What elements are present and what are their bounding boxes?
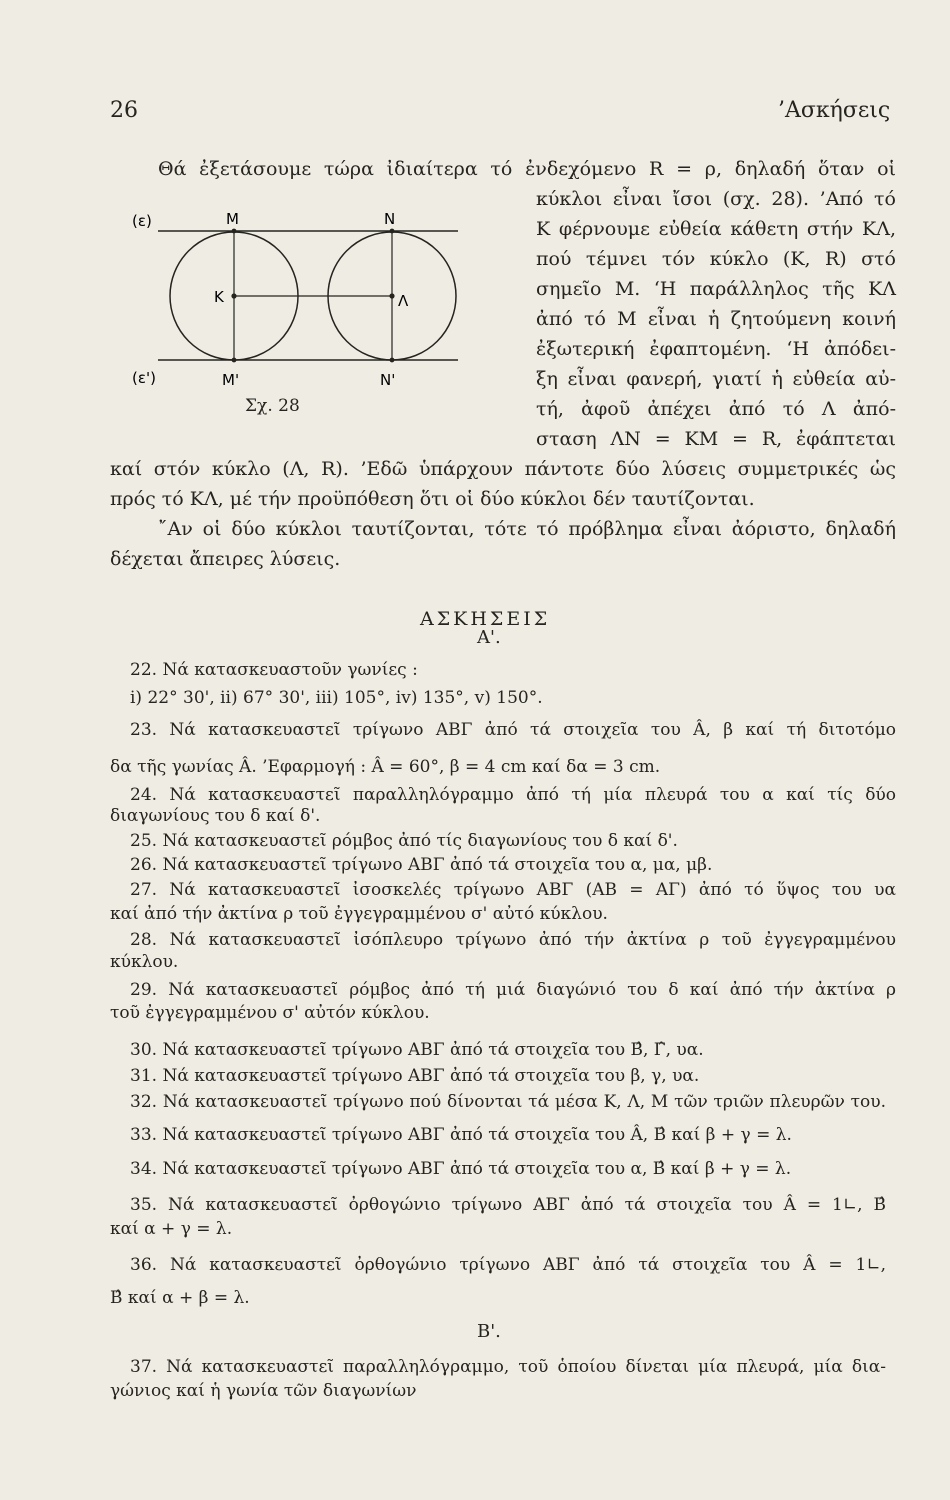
- exercise-line: 24. Νά κατασκευαστεῖ παραλληλόγραμμο ἀπό τή μία πλευρά του α καί τίς δύο: [130, 785, 896, 805]
- exercise-line: 25. Νά κατασκευαστεῖ ρόμβος ἀπό τίς διαγωνίους του δ καί δ'.: [130, 831, 678, 851]
- label-m: Μ: [226, 210, 239, 228]
- exercise-line: 28. Νά κατασκευαστεῖ ἰσόπλευρο τρίγωνο ἀπό τήν ἀκτίνα ρ τοῦ ἐγγεγραμμένου: [130, 930, 896, 950]
- label-n: Ν: [384, 210, 396, 228]
- figure-caption: Σχ. 28: [245, 396, 300, 416]
- intro-line: ῎Αν οἱ δύο κύκλοι ταυτίζονται, τότε τό πρόβλημα εἶναι ἀόριστο, δηλαδή: [158, 518, 896, 540]
- running-title: ’Ασκήσεις: [778, 98, 891, 123]
- intro-line: Θά ἐξετάσουμε τώρα ἰδιαίτερα τό ἐνδεχόμενο R = ρ, δηλαδή ὅταν οἱ: [158, 158, 896, 180]
- exercise-line: 23. Νά κατασκευαστεῖ τρίγωνο ΑΒΓ ἀπό τά στοιχεῖα του Â, β καί τή διτοτόμο: [130, 720, 896, 740]
- exercise-line: τοῦ ἐγγεγραμμένου σ' αὐτόν κύκλου.: [110, 1003, 430, 1023]
- exercise-line: 37. Νά κατασκευαστεῖ παραλληλόγραμμο, τοῦ ὁποίου δίνεται μία πλευρά, μία δια-: [130, 1357, 886, 1377]
- label-e: (ε): [132, 212, 152, 230]
- exercise-line: 22. Νά κατασκευαστοῦν γωνίες :: [130, 660, 418, 680]
- exercise-line: δα τῆς γωνίας Â. ’Εφαρμογή : Â = 60°, β = 4 cm καί δα = 3 cm.: [110, 757, 661, 777]
- intro-line: πού τέμνει τόν κύκλο (Κ, R) στό: [536, 248, 896, 270]
- subsection-b-heading: Β'.: [477, 1321, 501, 1342]
- point-l: [389, 293, 394, 298]
- exercise-line: 34. Νά κατασκευαστεῖ τρίγωνο ΑΒΓ ἀπό τά στοιχεῖα του α, Β̂ καί β + γ = λ.: [130, 1159, 792, 1179]
- intro-line: ξη εἶναι φανερή, γιατί ἡ εὐθεία αὐ-: [536, 368, 896, 390]
- point-n: [390, 229, 395, 234]
- exercise-line: 27. Νά κατασκευαστεῖ ἰσοσκελές τρίγωνο ΑΒΓ (ΑΒ = ΑΓ) ἀπό τό ὕψος του υα: [130, 880, 896, 900]
- exercise-line: καί ἀπό τήν ἀκτίνα ρ τοῦ ἐγγεγραμμένου σ' αὐτό κύκλου.: [110, 904, 608, 924]
- exercise-line: 30. Νά κατασκευαστεῖ τρίγωνο ΑΒΓ ἀπό τά στοιχεῖα του Β̂, Γ̂, υα.: [130, 1040, 704, 1060]
- exercise-line: Β̂ καί α + β = λ.: [110, 1288, 250, 1308]
- exercise-line: 26. Νά κατασκευαστεῖ τρίγωνο ΑΒΓ ἀπό τά στοιχεῖα του α, μα, μβ.: [130, 855, 713, 875]
- exercise-line: 32. Νά κατασκευαστεῖ τρίγωνο πού δίνονται τά μέσα Κ, Λ, Μ τῶν τριῶν πλευρῶν του.: [130, 1092, 886, 1112]
- label-m-prime: Μ': [222, 371, 240, 389]
- intro-line: ἐξωτερική ἐφαπτομένη. ‘Η ἀπόδει-: [536, 338, 896, 360]
- exercise-line: 35. Νά κατασκευαστεῖ ὀρθογώνιο τρίγωνο ΑΒΓ ἀπό τά στοιχεῖα του Â = 1∟, Β̂: [130, 1195, 886, 1215]
- page-number: 26: [110, 98, 138, 123]
- intro-line: τή, ἀφοῦ ἀπέχει ἀπό τό Λ ἀπό-: [536, 398, 896, 420]
- intro-line: δέχεται ἄπειρες λύσεις.: [110, 548, 341, 570]
- label-n-prime: Ν': [380, 371, 396, 389]
- exercise-line: γώνιος καί ἡ γωνία τῶν διαγωνίων: [110, 1381, 417, 1401]
- intro-line: πρός τό ΚΛ, μέ τήν προϋπόθεση ὅτι οἱ δύο κύκλοι δέν ταυτίζονται.: [110, 488, 755, 510]
- point-n-prime: [390, 358, 395, 363]
- exercise-line: καί α + γ = λ.: [110, 1219, 233, 1239]
- exercise-line: 36. Νά κατασκευαστεῖ ὀρθογώνιο τρίγωνο ΑΒΓ ἀπό τά στοιχεῖα του Â = 1∟,: [130, 1255, 886, 1275]
- point-k: [231, 293, 236, 298]
- intro-line: Κ φέρνουμε εὐθεία κάθετη στήν ΚΛ,: [536, 218, 896, 240]
- point-m-prime: [232, 358, 237, 363]
- exercise-line: 33. Νά κατασκευαστεῖ τρίγωνο ΑΒΓ ἀπό τά στοιχεῖα του Â, Β̂ καί β + γ = λ.: [130, 1125, 792, 1145]
- exercise-line: διαγωνίους του δ καί δ'.: [110, 806, 321, 826]
- exercise-line: 31. Νά κατασκευαστεῖ τρίγωνο ΑΒΓ ἀπό τά στοιχεῖα του β, γ, υα.: [130, 1066, 700, 1086]
- exercise-line: i) 22° 30', ii) 67° 30', iii) 105°, iv) 135°, v) 150°.: [130, 688, 543, 708]
- figure-28: [128, 208, 468, 398]
- exercise-line: 29. Νά κατασκευαστεῖ ρόμβος ἀπό τή μιά διαγώνιό του δ καί ἀπό τήν ἀκτίνα ρ: [130, 980, 896, 1000]
- point-m: [232, 229, 237, 234]
- label-e-prime: (ε'): [132, 369, 156, 387]
- intro-line: καί στόν κύκλο (Λ, R). ’Εδῶ ὑπάρχουν πάντοτε δύο λύσεις συμμετρικές ὡς: [110, 458, 896, 480]
- section-heading: ΑΣΚΗΣΕΙΣ: [420, 608, 551, 630]
- label-l: Λ: [398, 292, 409, 310]
- intro-line: κύκλοι εἶναι ἴσοι (σχ. 28). ’Από τό: [536, 188, 896, 210]
- label-k: Κ: [214, 288, 224, 306]
- subsection-a-heading: Α'.: [477, 627, 501, 648]
- intro-line: σημεῖο Μ. ‘Η παράλληλος τῆς ΚΛ: [536, 278, 896, 300]
- exercise-line: κύκλου.: [110, 952, 179, 972]
- intro-line: ἀπό τό Μ εἶναι ἡ ζητούμενη κοινή: [536, 308, 896, 330]
- intro-line: σταση ΛΝ = ΚΜ = R, ἐφάπτεται: [536, 428, 896, 450]
